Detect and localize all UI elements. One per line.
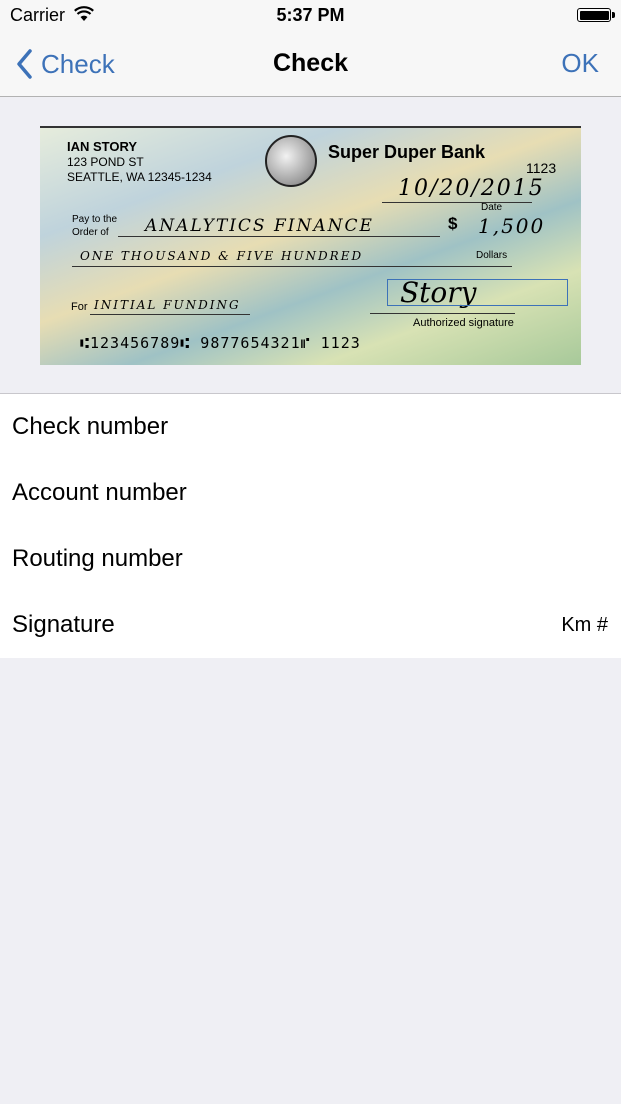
check-signature: Story xyxy=(400,276,477,309)
check-amount: 1,500 xyxy=(478,214,546,238)
carrier-label: Carrier xyxy=(10,5,66,25)
check-payee: ANALYTICS FINANCE xyxy=(145,216,374,236)
check-order-of-label: Order of xyxy=(72,227,109,238)
check-memo: INITIAL FUNDING xyxy=(94,298,241,312)
row-label: Signature xyxy=(12,611,115,638)
status-time: 5:37 PM xyxy=(276,5,345,25)
list-item-signature[interactable] xyxy=(0,592,621,658)
navigation-bar xyxy=(0,32,621,97)
ok-button[interactable]: OK xyxy=(561,48,599,78)
page-title: Check xyxy=(272,49,349,77)
list-item-routing-number[interactable] xyxy=(0,526,621,592)
check-date-label: Date xyxy=(481,202,503,213)
check-image xyxy=(40,126,581,365)
check-bank-name: Super Duper Bank xyxy=(328,142,486,162)
check-authorized-signature-label: Authorized signature xyxy=(413,317,514,329)
list-item-check-number[interactable] xyxy=(0,394,621,460)
check-pay-to-label: Pay to the xyxy=(72,214,118,225)
bank-logo-coin xyxy=(265,135,317,187)
row-label: Routing number xyxy=(12,545,183,572)
check-fields-list xyxy=(0,394,621,658)
check-micr-line: ⑆123456789⑆ 9877654321⑈ 1123 xyxy=(80,334,361,352)
check-address-line1: 123 POND ST xyxy=(67,155,144,169)
check-address-line2: SEATTLE, WA 12345-1234 xyxy=(67,170,212,184)
check-for-label: For xyxy=(71,301,88,313)
check-image-area xyxy=(0,97,621,394)
row-value: Km # xyxy=(561,613,608,636)
check-dollars-label: Dollars xyxy=(476,250,508,261)
signature-detection-box xyxy=(387,279,568,306)
check-owner-name: IAN STORY xyxy=(67,139,138,154)
check-number-printed: 1123 xyxy=(526,160,557,176)
battery-icon xyxy=(577,8,611,22)
check-dollar-sign: $ xyxy=(448,214,458,233)
check-date: 10/20/2015 xyxy=(398,176,545,201)
row-label: Account number xyxy=(12,479,187,506)
back-button-label: Check xyxy=(41,48,115,79)
status-bar xyxy=(0,0,621,32)
check-amount-words: ONE THOUSAND & FIVE HUNDRED xyxy=(80,249,364,263)
row-label: Check number xyxy=(12,413,169,440)
list-item-account-number[interactable] xyxy=(0,460,621,526)
